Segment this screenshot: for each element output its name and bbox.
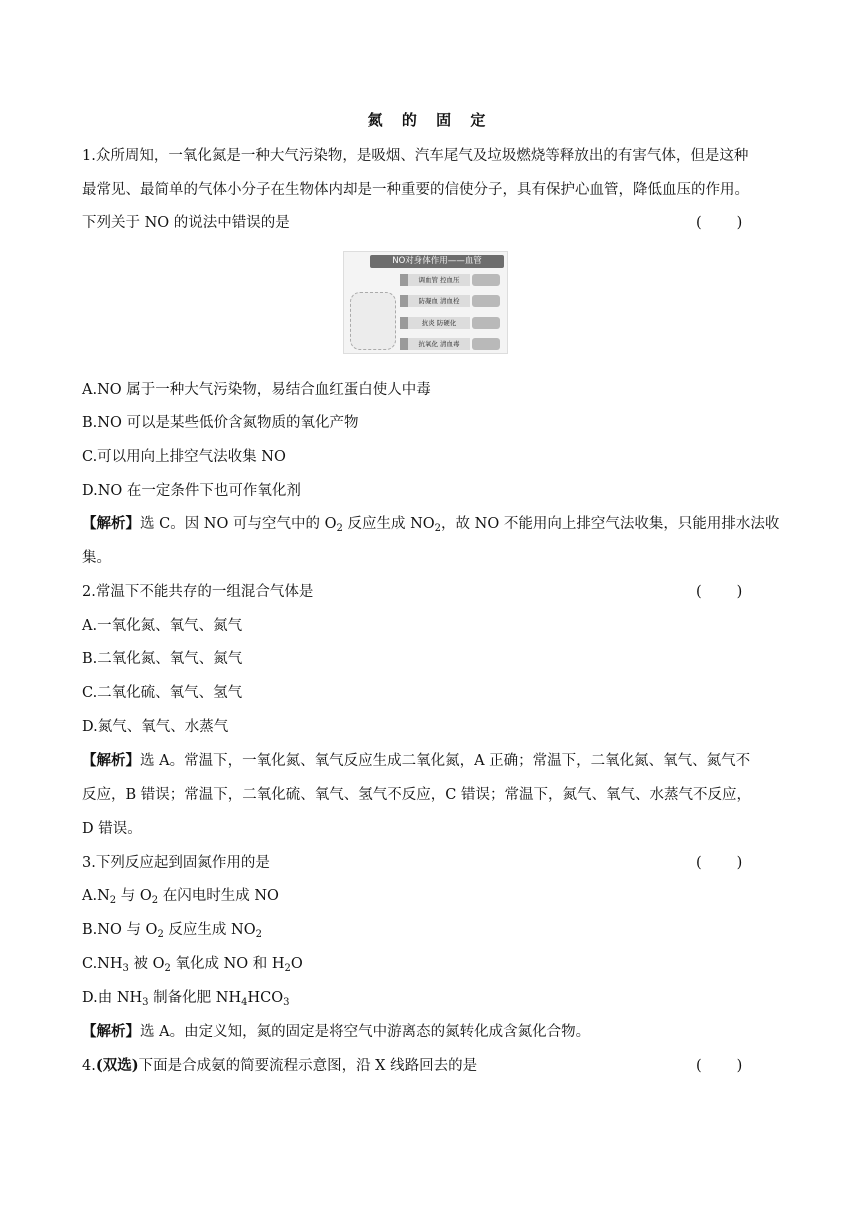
q2-stem: 2.常温下不能共存的一组混合气体是: [82, 584, 314, 600]
analysis-tag: 【解析】: [82, 515, 140, 532]
no-vessel-figure: [343, 251, 508, 354]
q3-option-b: B.NO 与 $O_2$ 反应生成 $NO_2$: [82, 922, 262, 940]
q3-analysis: 【解析】选 A。由定义知，氮的固定是将空气中游离态的氮转化成含氮化合物。: [82, 1023, 591, 1040]
q2-analysis-line-3: D 错误。: [82, 821, 142, 837]
figure-thumbnail: [472, 338, 500, 350]
q1-stem-line-2: 最常见、最简单的气体小分子在生物体内却是一种重要的信使分子，具有保护心血管，降低血压的作用。: [82, 182, 749, 198]
figure-row: 防凝血 清血栓: [400, 295, 470, 307]
q3-stem: 3.下列反应起到固氮作用的是: [82, 855, 270, 871]
figure-thumbnail: [472, 317, 500, 329]
figure-row: 调血管 控血压: [400, 274, 470, 286]
q1-analysis-line-1: 【解析】选 C。因 NO 可与空气中的 $O_2$ 反应生成 $NO_2$，故 NO 不能用向上排空气法收集，只能用排水法收: [82, 515, 780, 534]
q3-option-c: $C.NH_3$ 被 $O_2$ 氧化成 NO 和 $H_2O$: [82, 956, 303, 974]
q1-option-b: B.NO 可以是某些低价含氮物质的氧化产物: [82, 415, 359, 431]
q4-stem: 4.(双选)下面是合成氨的简要流程示意图，沿 X 线路回去的是: [82, 1057, 478, 1074]
analysis-tag: 【解析】: [82, 752, 140, 769]
q2-analysis-line-2: 反应，B 错误；常温下，二氧化硫、氧气、氢气不反应，C 错误；常温下，氮气、氧气、水蒸气不反应，: [82, 787, 751, 803]
q2-option-d: D.氮气、氧气、水蒸气: [82, 719, 229, 735]
q1-option-c: C.可以用向上排空气法收集 NO: [82, 449, 286, 465]
q3-option-a: $A.N_2$ 与 $O_2$ 在闪电时生成 NO: [82, 888, 279, 906]
q2-option-c: C.二氧化硫、氧气、氢气: [82, 685, 243, 701]
q2-answer-parentheses: ( ): [696, 584, 745, 600]
q4-answer-parentheses: ( ): [696, 1058, 745, 1074]
figure-title: NO对身体作用——血管: [370, 255, 504, 268]
q1-stem-line-3: 下列关于 NO 的说法中错误的是: [82, 215, 290, 231]
q1-answer-parentheses: ( ): [696, 215, 745, 231]
q1-option-d: D.NO 在一定条件下也可作氧化剂: [82, 483, 301, 499]
cell-illustration: [350, 292, 396, 350]
figure-thumbnail: [472, 295, 500, 307]
q1-option-a: A.NO 属于一种大气污染物，易结合血红蛋白使人中毒: [82, 382, 431, 398]
double-choice-tag: (双选): [95, 1057, 139, 1074]
page-title: 氮 的 固 定: [367, 111, 493, 129]
figure-row: 抗炎 防硬化: [400, 317, 470, 329]
q1-analysis-line-2: 集。: [82, 550, 111, 566]
q2-option-a: A.一氧化氮、氧气、氮气: [82, 618, 243, 634]
q2-analysis-line-1: 【解析】选 A。常温下，一氧化氮、氧气反应生成二氧化氮，A 正确；常温下，二氧化氮、氧气、氮气不: [82, 752, 751, 769]
q3-option-d: D.由 $NH_3$ 制备化肥 $NH_4HCO_3$: [82, 990, 290, 1008]
analysis-tag: 【解析】: [82, 1023, 140, 1040]
figure-row: 抗氧化 清血毒: [400, 338, 470, 350]
q2-option-b: B.二氧化氮、氧气、氮气: [82, 651, 243, 667]
q1-stem-line-1: 1.众所周知，一氧化氮是一种大气污染物，是吸烟、汽车尾气及垃圾燃烧等释放出的有害气体，但是这种: [82, 148, 749, 164]
q3-answer-parentheses: ( ): [696, 855, 745, 871]
figure-thumbnail: [472, 274, 500, 286]
